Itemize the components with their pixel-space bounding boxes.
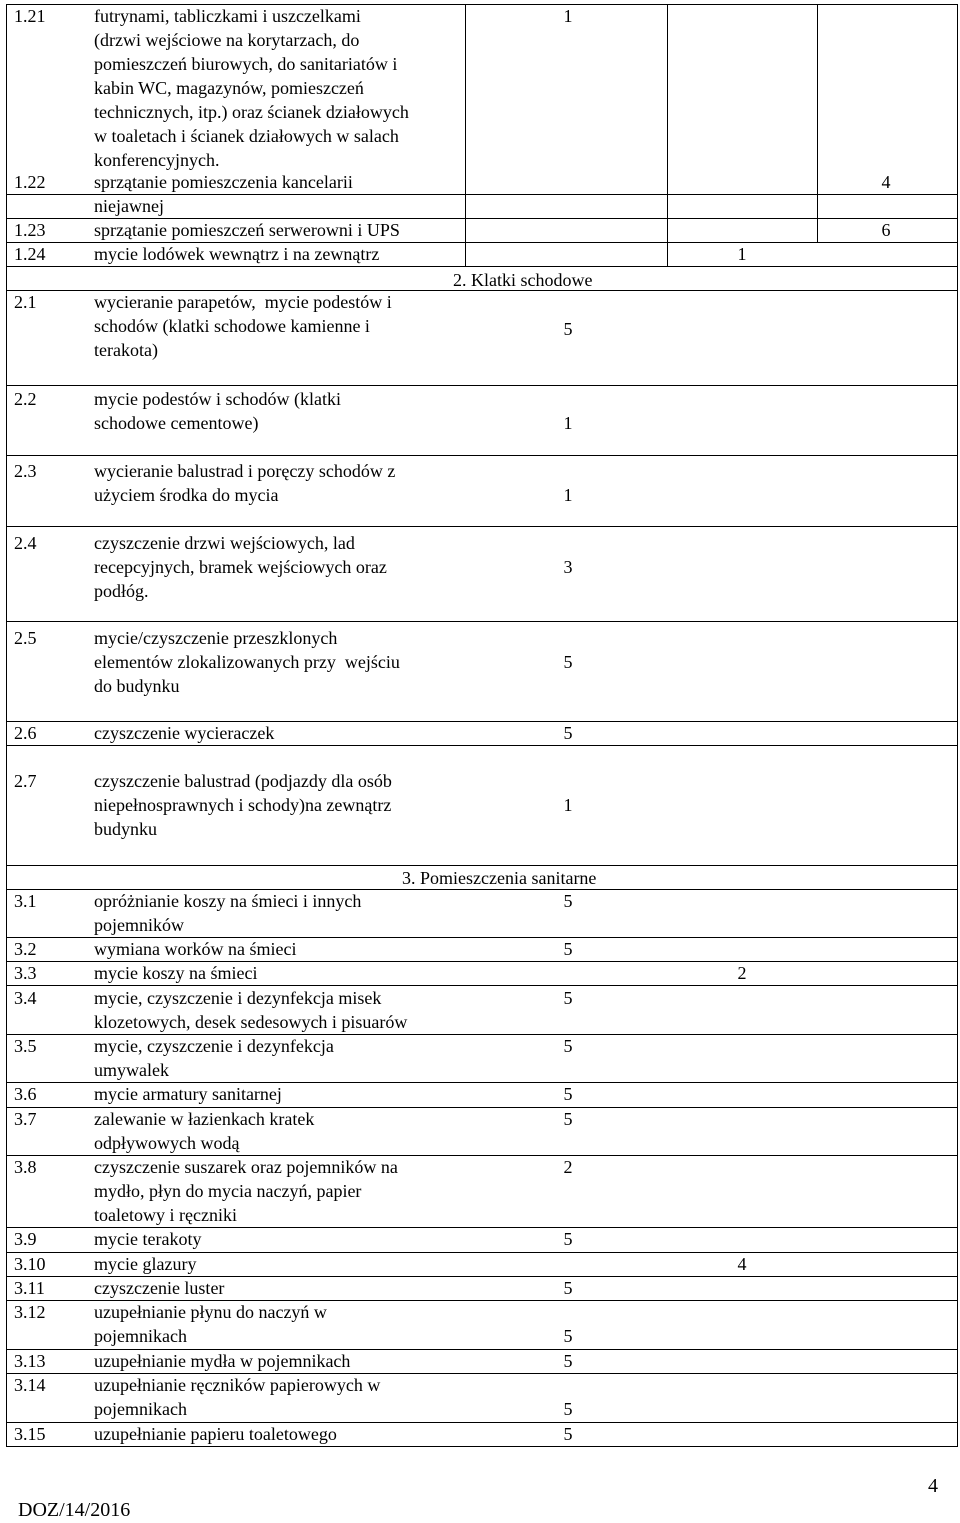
table-row-divider xyxy=(6,455,958,456)
row-number: 3.3 xyxy=(14,963,37,983)
row-description: uzupełnianie płynu do naczyń w xyxy=(94,1302,327,1322)
row-description: odpływowych wodą xyxy=(94,1133,240,1153)
row-number: 2.6 xyxy=(14,723,37,743)
row-description: pojemnikach xyxy=(94,1326,187,1346)
row-number: 3.12 xyxy=(14,1302,46,1322)
row-description: wycieranie parapetów, mycie podestów i xyxy=(94,292,392,312)
row-number: 2.5 xyxy=(14,628,37,648)
row-description: sprzątanie pomieszczeń serwerowni i UPS xyxy=(94,220,400,240)
row-description: mycie lodówek wewnątrz i na zewnątrz xyxy=(94,244,380,264)
page-number: 4 xyxy=(928,1475,938,1497)
row-description: uzupełnianie papieru toaletowego xyxy=(94,1424,337,1444)
row-description: mydło, płyn do mycia naczyń, papier xyxy=(94,1181,362,1201)
row-description: czyszczenie balustrad (podjazdy dla osób xyxy=(94,771,392,791)
row-description: technicznych, itp.) oraz ścianek działowych xyxy=(94,102,409,122)
row-number: 3.13 xyxy=(14,1351,46,1371)
row-description: czyszczenie suszarek oraz pojemników na xyxy=(94,1157,398,1177)
row-description: mycie, czyszczenie i dezynfekcja xyxy=(94,1036,334,1056)
column-divider xyxy=(465,4,466,266)
row-number: 3.15 xyxy=(14,1424,46,1444)
table-row-divider xyxy=(6,385,958,386)
row-description: wycieranie balustrad i poręczy schodów z xyxy=(94,461,396,481)
row-description: mycie, czyszczenie i dezynfekcja misek xyxy=(94,988,382,1008)
table-row-divider xyxy=(6,745,958,746)
column-divider xyxy=(667,4,668,266)
section-heading-sanitarne: 3. Pomieszczenia sanitarne xyxy=(402,868,597,888)
row-frequency-value: 5 xyxy=(563,1351,573,1371)
row-number: 2.1 xyxy=(14,292,37,312)
row-frequency-value: 5 xyxy=(563,1109,573,1129)
row-description: konferencyjnych. xyxy=(94,150,220,170)
row-number: 2.3 xyxy=(14,461,37,481)
row-frequency-value: 2 xyxy=(563,1157,573,1177)
row-number: 3.10 xyxy=(14,1254,46,1274)
row-description: pojemników xyxy=(94,915,184,935)
table-row-divider xyxy=(6,526,958,527)
table-border-right xyxy=(957,4,958,1446)
row-description: schodów (klatki schodowe kamienne i xyxy=(94,316,370,336)
row-number: 3.14 xyxy=(14,1375,46,1395)
row-description: budynku xyxy=(94,819,157,839)
row-description: umywalek xyxy=(94,1060,169,1080)
row-description: w toaletach i ścianek działowych w salach xyxy=(94,126,399,146)
row-description: czyszczenie drzwi wejściowych, lad xyxy=(94,533,355,553)
row-frequency-value: 5 xyxy=(563,1229,573,1249)
row-number: 1.24 xyxy=(14,244,46,264)
row-frequency-value: 5 xyxy=(563,319,573,339)
row-frequency-value: 1 xyxy=(563,6,573,26)
row-number: 2.7 xyxy=(14,771,37,791)
row-number: 3.7 xyxy=(14,1109,37,1129)
row-frequency-value: 5 xyxy=(563,1278,573,1298)
row-number: 3.9 xyxy=(14,1229,37,1249)
row-description: kabin WC, magazynów, pomieszczeń xyxy=(94,78,364,98)
row-frequency-value: 4 xyxy=(881,172,891,192)
section-heading-klatki: 2. Klatki schodowe xyxy=(453,270,593,290)
section-divider xyxy=(6,266,958,267)
row-description: pomieszczeń biurowych, do sanitariatów i xyxy=(94,54,398,74)
row-description: podłóg. xyxy=(94,581,149,601)
row-frequency-value: 3 xyxy=(563,557,573,577)
row-description: wymiana worków na śmieci xyxy=(94,939,297,959)
row-frequency-value: 5 xyxy=(563,652,573,672)
row-description: sprzątanie pomieszczenia kancelarii xyxy=(94,172,353,192)
row-description: niejawnej xyxy=(94,196,164,216)
document-id: DOZ/14/2016 xyxy=(18,1499,131,1521)
row-description: uzupełnianie ręczników papierowych w xyxy=(94,1375,381,1395)
row-description: toaletowy i ręczniki xyxy=(94,1205,237,1225)
row-frequency-value: 5 xyxy=(563,1424,573,1444)
row-number: 3.6 xyxy=(14,1084,37,1104)
row-frequency-value: 5 xyxy=(563,723,573,743)
row-number: 3.8 xyxy=(14,1157,37,1177)
row-number: 3.1 xyxy=(14,891,37,911)
row-frequency-value: 2 xyxy=(737,963,747,983)
row-description: czyszczenie luster xyxy=(94,1278,225,1298)
column-divider xyxy=(817,4,818,242)
row-frequency-value: 4 xyxy=(737,1254,747,1274)
table-row-divider xyxy=(6,621,958,622)
row-description: mycie glazury xyxy=(94,1254,197,1274)
row-description: do budynku xyxy=(94,676,180,696)
row-description: mycie/czyszczenie przeszklonych xyxy=(94,628,338,648)
row-number: 1.22 xyxy=(14,172,46,192)
row-description: zalewanie w łazienkach kratek xyxy=(94,1109,315,1129)
row-frequency-value: 5 xyxy=(563,1326,573,1346)
row-description: elementów zlokalizowanych przy wejściu xyxy=(94,652,400,672)
row-frequency-value: 5 xyxy=(563,1036,573,1056)
row-description: schodowe cementowe) xyxy=(94,413,259,433)
row-number: 3.4 xyxy=(14,988,37,1008)
row-frequency-value: 5 xyxy=(563,891,573,911)
row-number: 3.2 xyxy=(14,939,37,959)
row-number: 1.21 xyxy=(14,6,46,26)
row-number: 2.4 xyxy=(14,533,37,553)
table-border-bottom xyxy=(6,1446,958,1447)
row-frequency-value: 6 xyxy=(881,220,891,240)
row-frequency-value: 5 xyxy=(563,988,573,1008)
row-description: terakota) xyxy=(94,340,158,360)
row-description: futrynami, tabliczkami i uszczelkami xyxy=(94,6,361,26)
row-description: recepcyjnych, bramek wejściowych oraz xyxy=(94,557,387,577)
row-description: uzupełnianie mydła w pojemnikach xyxy=(94,1351,351,1371)
row-frequency-value: 5 xyxy=(563,1399,573,1419)
row-frequency-value: 5 xyxy=(563,1084,573,1104)
row-number: 3.11 xyxy=(14,1278,45,1298)
row-frequency-value: 1 xyxy=(563,413,573,433)
row-frequency-value: 1 xyxy=(563,795,573,815)
row-frequency-value: 1 xyxy=(563,485,573,505)
row-description: mycie terakoty xyxy=(94,1229,202,1249)
row-description: czyszczenie wycieraczek xyxy=(94,723,275,743)
table-border-left xyxy=(6,4,7,1446)
row-description: mycie podestów i schodów (klatki xyxy=(94,389,341,409)
row-description: opróżnianie koszy na śmieci i innych xyxy=(94,891,362,911)
row-frequency-value: 1 xyxy=(737,244,747,264)
row-description: mycie koszy na śmieci xyxy=(94,963,258,983)
row-description: pojemnikach xyxy=(94,1399,187,1419)
row-frequency-value: 5 xyxy=(563,939,573,959)
row-description: mycie armatury sanitarnej xyxy=(94,1084,282,1104)
row-number: 2.2 xyxy=(14,389,37,409)
row-description: (drzwi wejściowe na korytarzach, do xyxy=(94,30,360,50)
row-description: niepełnosprawnych i schody)na zewnątrz xyxy=(94,795,392,815)
row-description: użyciem środka do mycia xyxy=(94,485,279,505)
row-number: 3.5 xyxy=(14,1036,37,1056)
row-number: 1.23 xyxy=(14,220,46,240)
row-description: klozetowych, desek sedesowych i pisuarów xyxy=(94,1012,408,1032)
